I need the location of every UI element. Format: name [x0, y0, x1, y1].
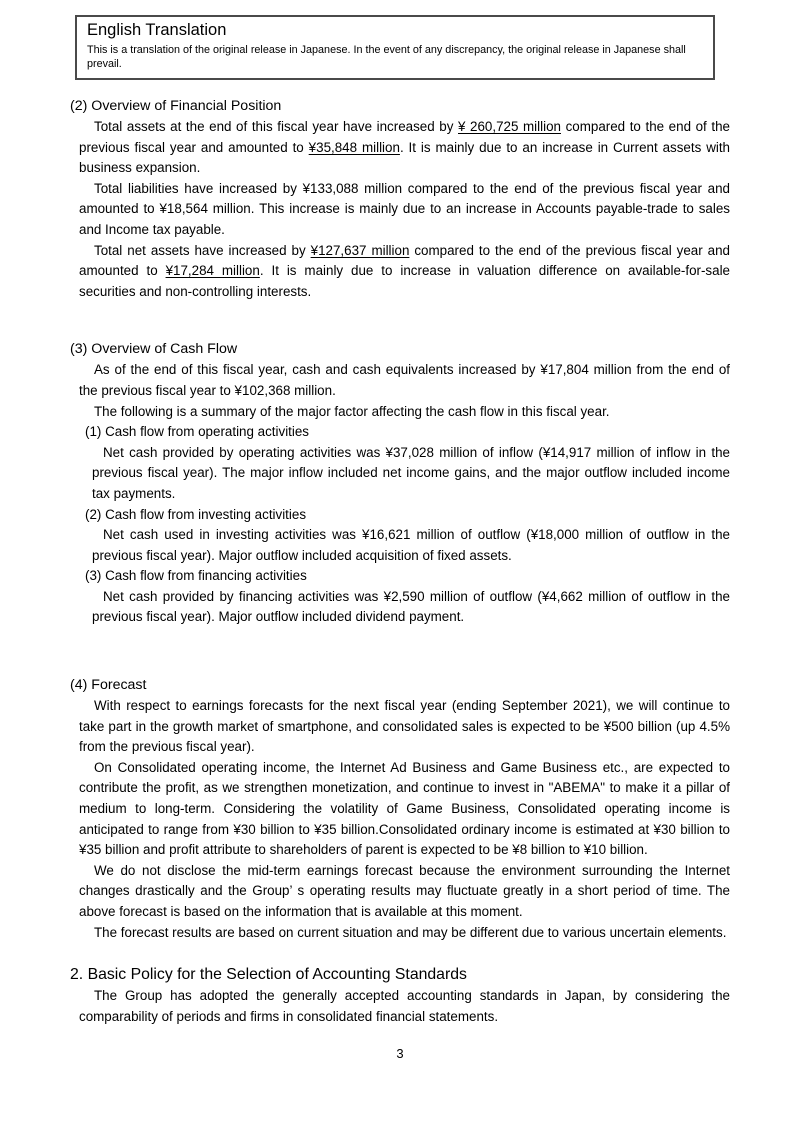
section-heading-accounting-policy: 2. Basic Policy for the Selection of Accounting Standards — [70, 966, 467, 984]
underlined-amount: ¥ 260,725 million — [458, 119, 561, 134]
text-run: Total assets at the end of this fiscal year have increased by — [94, 119, 458, 134]
paragraph-forecast-disclaimer: The forecast results are based on current situation and may be different due to various uncertain elements. — [94, 924, 727, 940]
cash-flow-item-heading: (2) Cash flow from investing activities — [85, 506, 307, 522]
text-run: . It is mainly due to an increase in Current assets with business expansion. — [79, 139, 731, 176]
cash-flow-item-heading: (1) Cash flow from operating activities — [85, 424, 310, 440]
text-run: Total net assets have increased by — [94, 242, 311, 258]
paragraph-forecast-sales: With respect to earnings forecasts for the next fiscal year (ending September 2021), we will continue to take part in the growth market of smartphone, and consolidated sales is expected to be ¥500 billion (up 4.5% from the previous fiscal year). — [79, 698, 730, 755]
section-accounting-policy — [70, 963, 730, 1027]
cash-flow-item-investing — [70, 505, 730, 567]
section-heading-forecast: (4) Forecast — [70, 677, 147, 694]
cash-flow-item-body: Net cash provided by operating activities was ¥37,028 million of inflow (¥14,917 million of inflow in the previous fiscal year). The major inflow included net income gains, and the major outflow included income tax payments. — [92, 444, 730, 501]
cash-flow-item-body: Net cash provided by financing activities was ¥2,590 million of outflow (¥4,662 million of outflow in the previous fiscal year). Major outflow included dividend payment. — [92, 588, 730, 625]
cash-flow-item-operating — [70, 422, 730, 504]
section-heading-cash-flow: (3) Overview of Cash Flow — [70, 341, 238, 358]
paragraph-forecast-income: On Consolidated operating income, the Internet Ad Business and Game Business etc., are expected to contribute the profit, as we strengthen monetization, and continue to invest in "ABEMA" to make it a pillar of medium to long-term. Considering the volatility of Game Business, Consolidated operating income is anticipated to range from ¥30 billion to ¥35 billion.Consolidated ordinary income is estimated at ¥30 billion to ¥35 billion and profit attribute to shareholders of parent is expected to be ¥8 billion to ¥10 billion. — [79, 759, 730, 858]
underlined-amount: ¥35,848 million — [308, 139, 400, 155]
translation-notice-title: English Translation — [87, 21, 227, 39]
text-run: . It is mainly due to increase in valuation difference on available-for-sale securities and non-controlling interests. — [79, 263, 731, 299]
translation-notice-subtitle: This is a translation of the original release in Japanese. In the event of any discrepancy, the original release in Japanese shall prevail. — [87, 44, 686, 70]
section-financial-position — [70, 96, 730, 302]
paragraph-total-net-assets — [79, 241, 730, 303]
paragraph-accounting-policy: The Group has adopted the generally accepted accounting standards in Japan, by considering the comparability of periods and firms in consolidated financial statements. — [79, 988, 730, 1024]
cash-flow-item-financing — [70, 566, 730, 628]
cash-flow-item-body: Net cash used in investing activities was ¥16,621 million of outflow (¥18,000 million of outflow in the previous fiscal year). Major outflow included acquisition of fixed assets. — [92, 527, 730, 563]
paragraph-forecast-disclosure: We do not disclose the mid-term earnings forecast because the environment surrounding the Internet changes drastically and the Group’ s operating results may fluctuate greatly in a short period of time. The above forecast is based on the information that is available at this moment. — [79, 862, 730, 919]
section-forecast — [70, 675, 730, 943]
translation-notice-box — [75, 15, 715, 80]
text-run: compared to the end of the previous fiscal year and amounted to — [79, 119, 730, 155]
text-run: compared to the end of the previous fiscal year and amounted to — [79, 242, 730, 279]
paragraph-total-liabilities: Total liabilities have increased by ¥133,088 million compared to the end of the previous fiscal year and amounted to ¥18,564 million. This increase is mainly due to an increase in Accounts payable-trade to sales and Income tax payable. — [79, 180, 730, 237]
paragraph-cash-flow-summary: The following is a summary of the major factor affecting the cash flow in this fiscal year. — [94, 403, 610, 419]
underlined-amount: ¥127,637 million — [310, 242, 410, 258]
underlined-amount: ¥17,284 million — [165, 263, 260, 279]
page-number: 3 — [396, 1046, 404, 1061]
paragraph-cash-equivalents: As of the end of this fiscal year, cash and cash equivalents increased by ¥17,804 million from the end of the previous fiscal year to ¥102,368 million. — [79, 362, 730, 398]
section-heading-financial-position: (2) Overview of Financial Position — [70, 98, 282, 114]
paragraph-total-assets — [79, 117, 730, 179]
section-cash-flow — [70, 339, 730, 628]
cash-flow-item-heading: (3) Cash flow from financing activities — [85, 568, 307, 584]
